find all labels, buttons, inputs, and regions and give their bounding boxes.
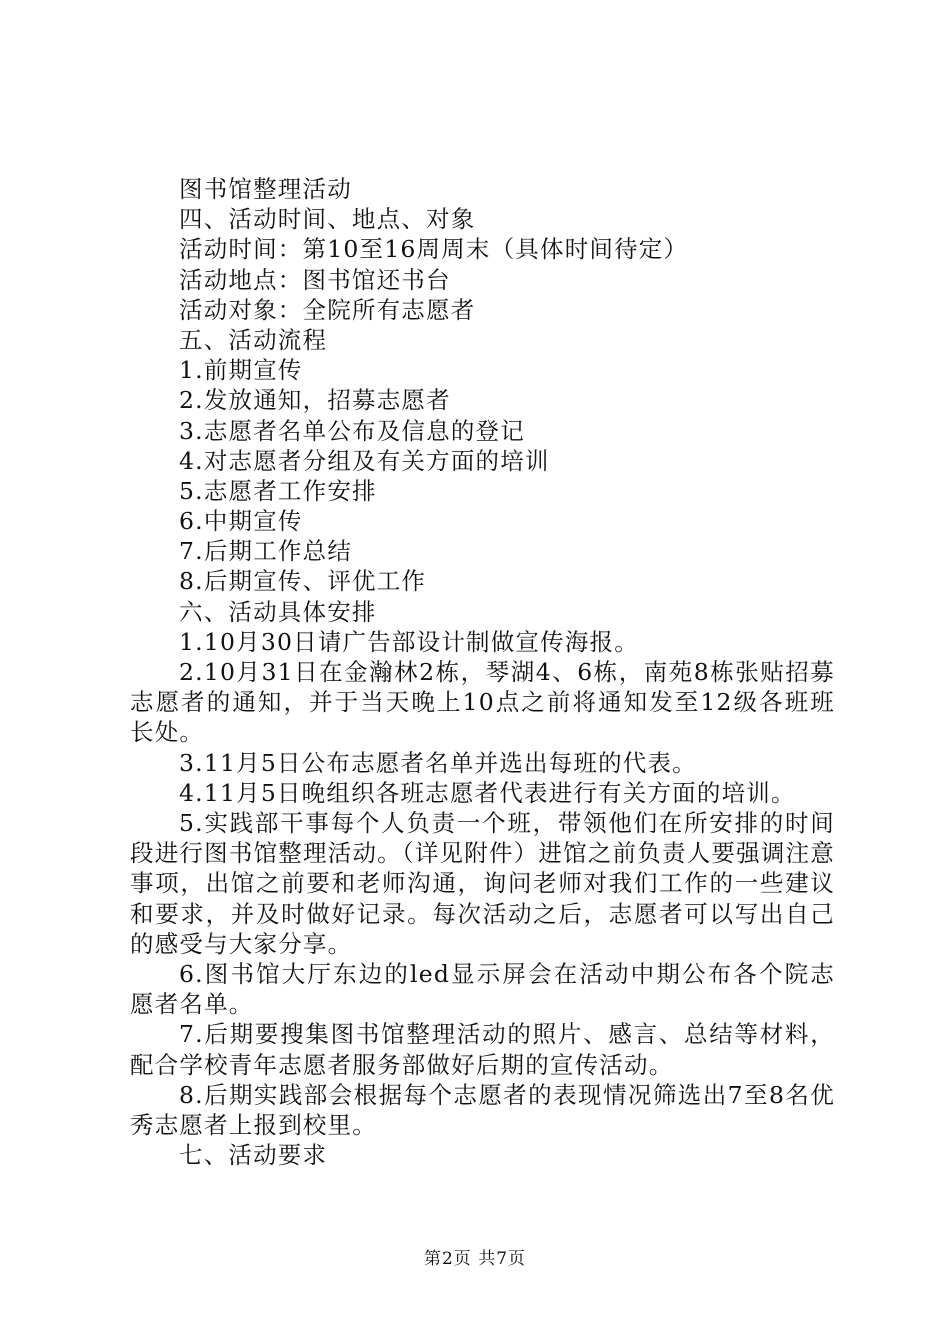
arrangement-paragraph: 6.图书馆大厅东边的led显示屏会在活动中期公布各个院志愿者名单。 — [130, 960, 835, 1019]
flow-item: 8.后期宣传、评优工作 — [179, 567, 427, 596]
section-heading-5: 五、活动流程 — [179, 325, 328, 354]
section-title: 图书馆整理活动 — [179, 175, 352, 203]
page-footer: 第2页 共7页 — [423, 1249, 527, 1269]
section-heading-4: 四、活动时间、地点、对象 — [179, 205, 476, 234]
flow-item: 1.前期宣传 — [179, 356, 303, 385]
section-heading-6: 六、活动具体安排 — [179, 597, 377, 626]
flow-item: 2.发放通知，招募志愿者 — [179, 386, 451, 415]
flow-item: 7.后期工作总结 — [179, 537, 353, 566]
document-body — [130, 174, 835, 1170]
flow-item: 4.对志愿者分组及有关方面的培训 — [179, 446, 550, 475]
arrangement-paragraph: 5.实践部干事每个人负责一个班，带领他们在所安排的时间段进行图书馆整理活动。（详见附件）进馆之前负责人要强调注意事项，出馆之前要和老师沟通，询问老师对我们工作的一些建议和要求，并及时做好记录。每次活动之后，志愿者可以写出自己的感受与大家分享。 — [130, 809, 835, 958]
flow-item: 6.中期宣传 — [179, 507, 303, 536]
arrangement-item: 1.10月30日请广告部设计制做宣传海报。 — [179, 627, 639, 656]
activity-location: 活动地点：图书馆还书台 — [179, 265, 451, 294]
flow-item: 5.志愿者工作安排 — [179, 476, 377, 505]
arrangement-paragraph: 3.11月5日公布志愿者名单并选出每班的代表。 — [179, 748, 697, 777]
activity-time: 活动时间：第10至16周周末（具体时间待定） — [179, 235, 689, 264]
flow-item: 3.志愿者名单公布及信息的登记 — [179, 416, 525, 445]
arrangement-paragraph: 7.后期要搜集图书馆整理活动的照片、感言、总结等材料，配合学校青年志愿者服务部做好后期的宣传活动。 — [130, 1020, 835, 1079]
activity-audience: 活动对象：全院所有志愿者 — [179, 295, 476, 324]
section-heading-7: 七、活动要求 — [179, 1141, 328, 1170]
arrangement-paragraph: 4.11月5日晚组织各班志愿者代表进行有关方面的培训。 — [179, 778, 796, 807]
arrangement-paragraph: 2.10月31日在金瀚林2栋，琴湖4、6栋，南苑8栋张贴招募志愿者的通知，并于当天晚上10点之前将通知发至12级各班班长处。 — [130, 658, 835, 747]
arrangement-paragraph: 8.后期实践部会根据每个志愿者的表现情况筛选出7至8名优秀志愿者上报到校里。 — [130, 1080, 835, 1140]
